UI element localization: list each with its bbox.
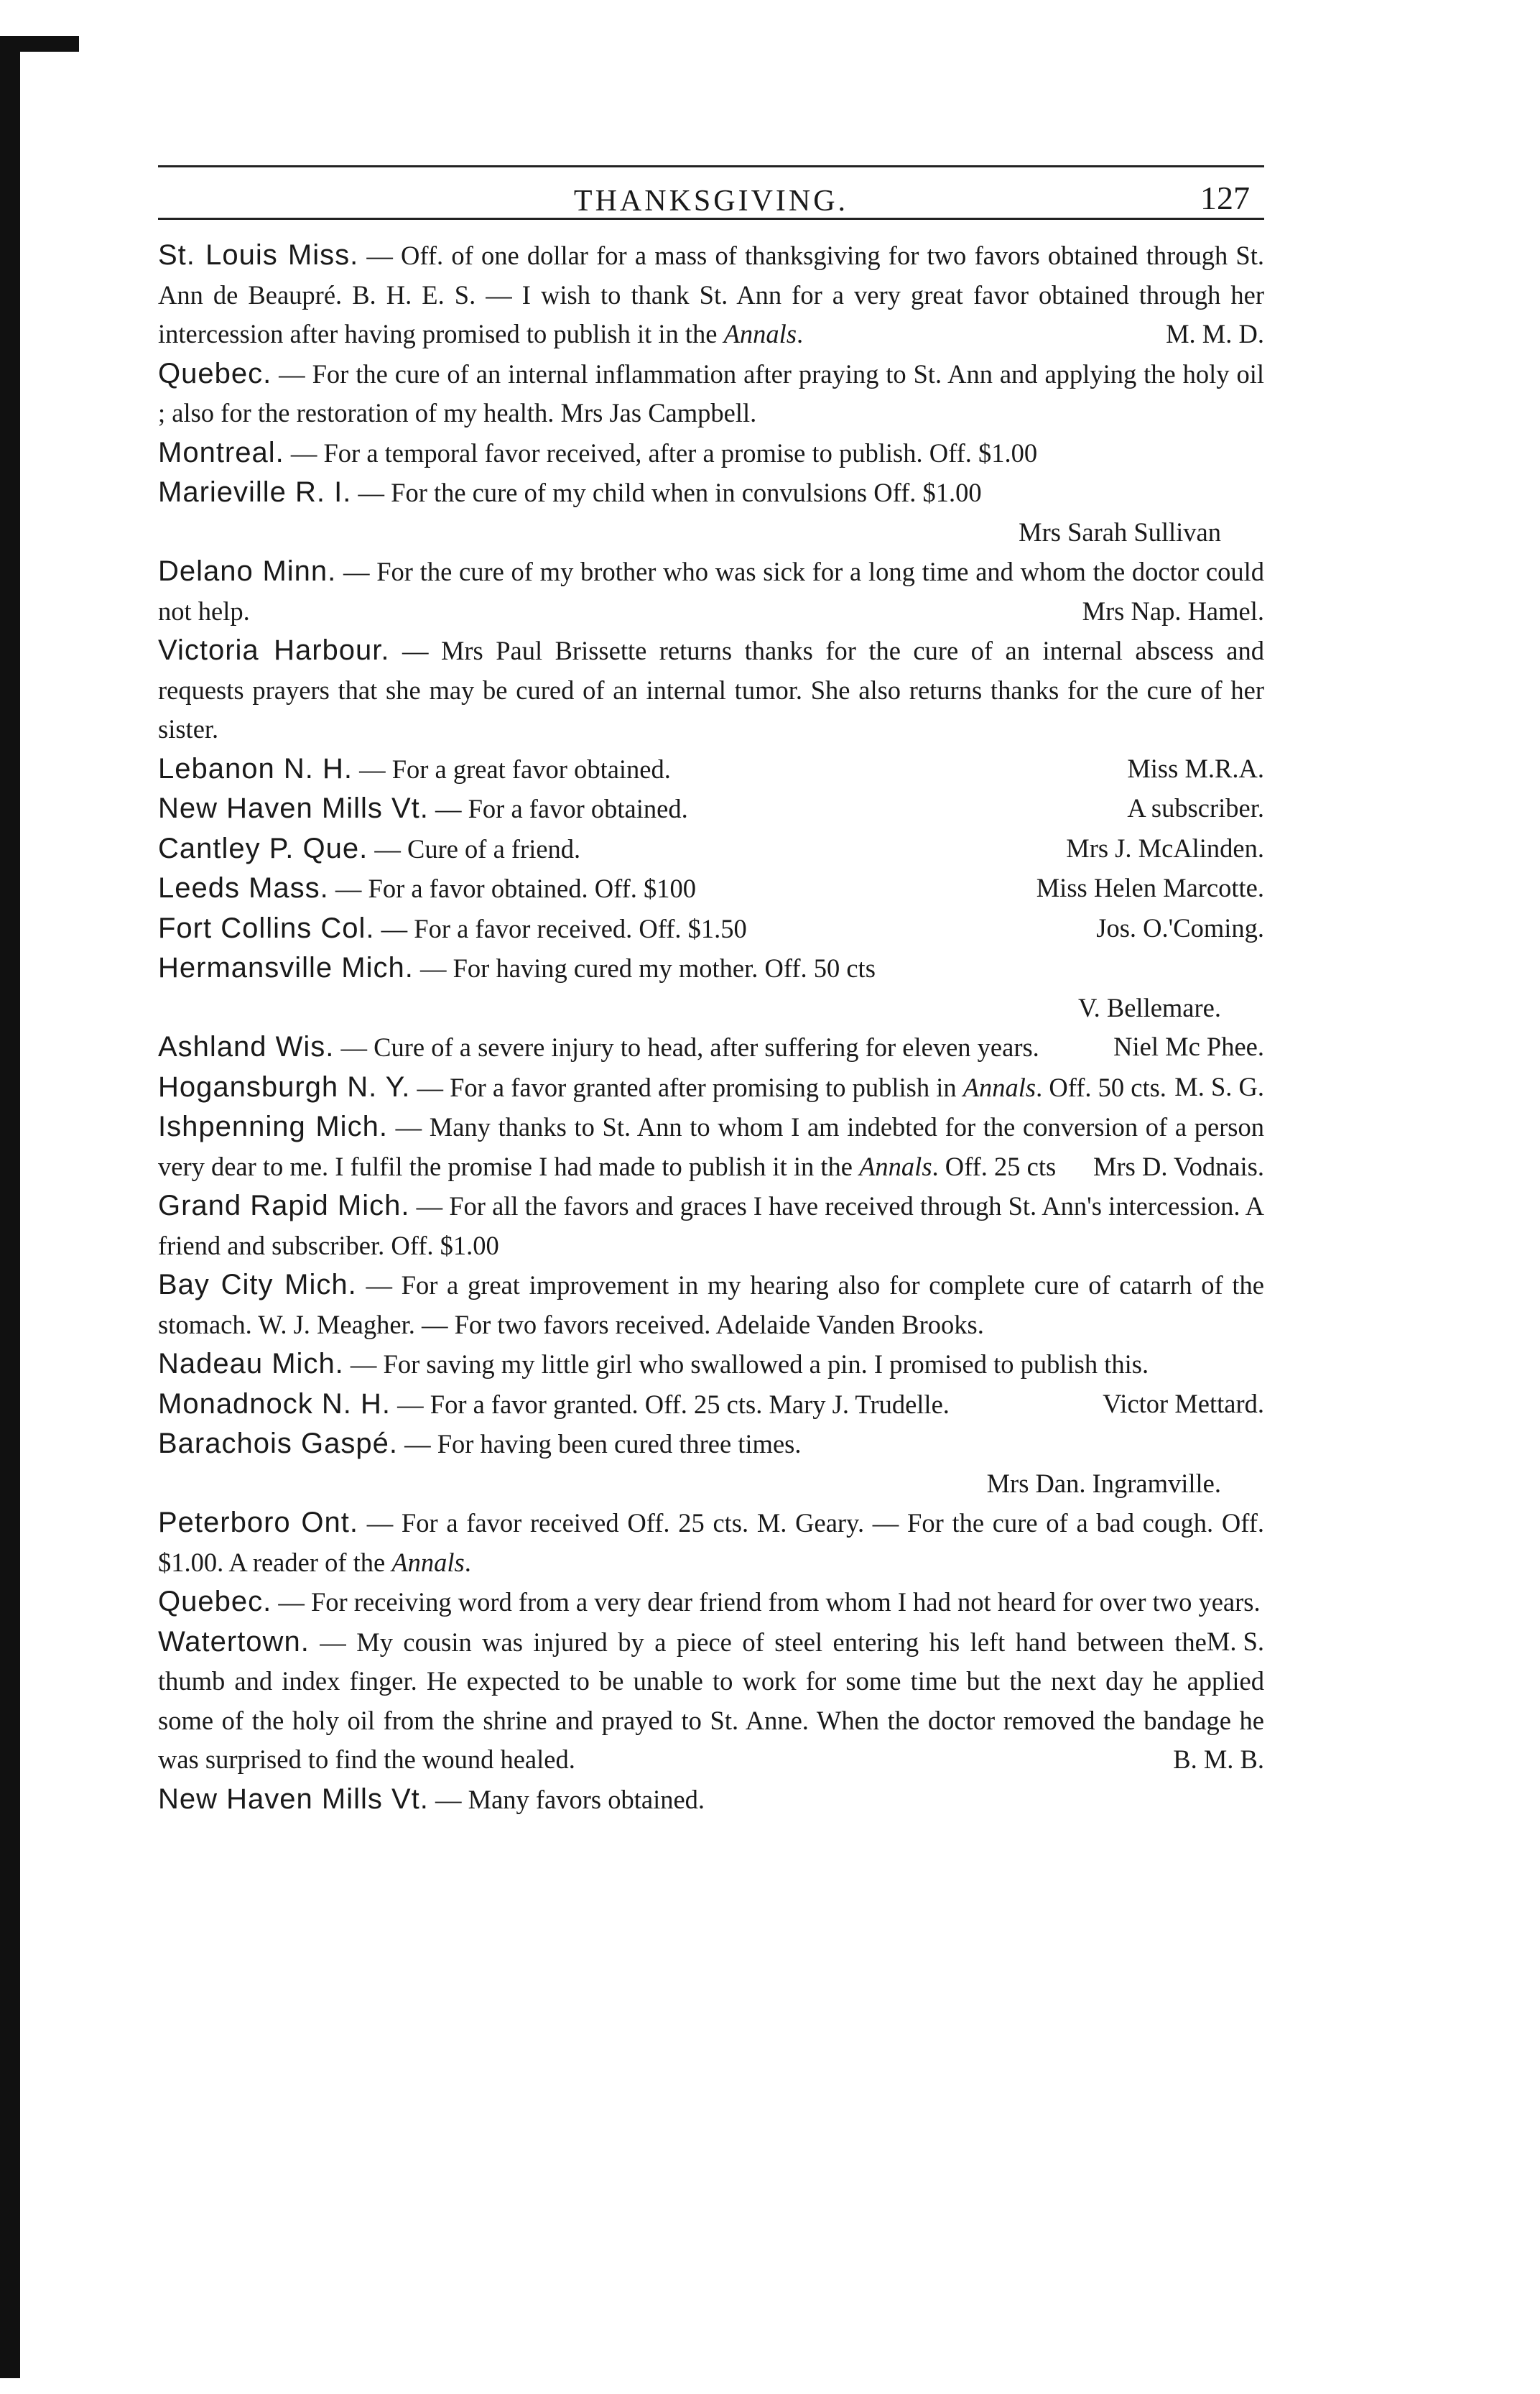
entry-text-end: . [464, 1547, 471, 1577]
entry [158, 552, 1264, 631]
entry-signature: Niel Mc Phee. [1113, 1032, 1264, 1061]
entry-text: — For a favor received. Off. $1.50 [374, 913, 747, 943]
entry-signature: A subscriber. [1127, 793, 1264, 823]
entry [158, 1107, 1264, 1186]
entry-location: Lebanon N. H. [158, 752, 353, 785]
page-title: THANKSGIVING. [573, 185, 849, 218]
entry [158, 1780, 1264, 1820]
entry-location: Hogansburgh N. Y. [158, 1071, 411, 1103]
entry-signature: Victor Mettard. [1103, 1388, 1264, 1418]
entries-list [158, 220, 1264, 1819]
entry-text: — My cousin was injured by a piece of steel entering his left hand between the thumb and index finger. He expected to be unable to work for some time but the next day he applied some of the holy oil from the shrine and prayed to St. Anne. When the doctor removed the bandage he was surprised to find the wound healed. [158, 1627, 1264, 1774]
entry-text: — For the cure of my child when in convulsions Off. $1.00 [351, 478, 982, 507]
entry-signature: Jos. O.'Coming. [1096, 912, 1264, 943]
entry-signature: M. S. G. [1174, 1071, 1264, 1101]
entry-location: Quebec. [158, 1586, 272, 1617]
entry-location: Montreal. [158, 436, 284, 468]
binding-strip [0, 36, 20, 2378]
entry-text: — For a favor granted. Off. 25 cts. Mary J. Trudelle. [391, 1389, 950, 1419]
entry-signature: Mrs J. McAlinden. [1066, 833, 1264, 863]
entry-location: Nadeau Mich. [158, 1348, 344, 1379]
entry-location: Monadnock N. H. [158, 1387, 391, 1420]
entry-text: — For a favor granted after promising to publish in [410, 1072, 963, 1102]
entry-location: Delano Minn. [158, 555, 337, 587]
entry-signature: M. S. [1206, 1626, 1264, 1656]
entry-text: — Many thanks to St. Ann to whom I am indebted for the conversion of a person very dear to me. I fulfil the promise I had made to publish it in the [158, 1112, 1264, 1181]
entry-signature: B. M. B. [1173, 1744, 1264, 1774]
entry-signature: Mrs D. Vodnais. [1093, 1151, 1264, 1181]
entry [158, 1265, 1264, 1344]
entry-text: — For a temporal favor received, after a promise to publish. Off. $1.00 [284, 438, 1038, 468]
entry-location: Quebec. [158, 357, 272, 389]
entry-location: New Haven Mills Vt. [158, 1783, 429, 1815]
entry [158, 869, 1264, 909]
entry [158, 433, 1264, 473]
entry-italic: Annals [859, 1151, 932, 1181]
entry [158, 354, 1264, 433]
entry-text: — Off. of one dollar for a mass of thanksgiving for two favors obtained through St. Ann de Beaupré. B. H. E. S. — I wish to thank St. Ann for a very great favor obtained through her intercession after having promised to publish it in the [158, 241, 1264, 348]
entry-location: Leeds Mass. [158, 872, 329, 904]
entry-text: — For a favor obtained. [428, 794, 688, 823]
entry [158, 1503, 1264, 1582]
entry-signature: Mrs Nap. Hamel. [1082, 596, 1264, 626]
entry-signature: Mrs Dan. Ingramville. [986, 1468, 1221, 1498]
entry [158, 1027, 1264, 1068]
entry [158, 1424, 1264, 1503]
entry-location: Marieville R. I. [158, 476, 352, 508]
entry-text: — For receiving word from a very dear friend from whom I had not heard for over two years. [272, 1587, 1261, 1617]
entry-signature: Miss Helen Marcotte. [1036, 873, 1264, 902]
entry-location: Fort Collins Col. [158, 912, 375, 944]
entry-text: — For a great improvement in my hearing also for complete cure of catarrh of the stomach. W. J. Meagher. — For two favors received. Adelaide Vanden Brooks. [158, 1270, 1264, 1339]
entry-location: Cantley P. Que. [158, 832, 368, 864]
running-header [158, 167, 1264, 218]
entry [158, 473, 1264, 552]
entry-location: Bay City Mich. [158, 1269, 357, 1300]
entry-location: Ishpenning Mich. [158, 1111, 388, 1142]
binding-edge [0, 0, 86, 2394]
entry-text: — For having cured my mother. Off. 50 cts [413, 953, 876, 983]
entry [158, 909, 1264, 949]
page [158, 165, 1264, 1819]
entry-text: — For having been cured three times. [397, 1429, 802, 1459]
entry-text: — For the cure of my brother who was sick for a long time and whom the doctor could not help. [158, 557, 1265, 626]
entry-italic: Annals [391, 1547, 465, 1577]
entry-text: — For saving my little girl who swallowed a pin. I promised to publish this. [343, 1349, 1149, 1379]
entry-text: — Cure of a friend. [368, 833, 581, 864]
entry-location: Ashland Wis. [158, 1031, 335, 1063]
entry [158, 749, 1264, 790]
entry-text-end: . Off. 25 cts [932, 1151, 1057, 1181]
entry-signature: V. Bellemare. [1077, 992, 1221, 1022]
entry-signature: M. M. D. [1166, 319, 1264, 348]
entry-italic: Annals [962, 1072, 1036, 1102]
entry-text: — For the cure of an internal inflammation after praying to St. Ann and applying the holy oil ; also for the restoration of my health. Mrs Jas Campbell. [158, 359, 1264, 428]
entry-text: — For a great favor obtained. [352, 754, 671, 784]
entry-location: Watertown. [158, 1625, 310, 1658]
binding-tick [0, 36, 79, 52]
entry [158, 1068, 1264, 1108]
entry [158, 1186, 1264, 1265]
entry-italic: Annals [723, 319, 797, 348]
entry-location: St. Louis Miss. [158, 239, 359, 271]
entry [158, 236, 1264, 354]
entry-text: — Cure of a severe injury to head, after suffering for eleven years. [334, 1032, 1039, 1062]
entry-location: Barachois Gaspé. [158, 1428, 398, 1459]
entry-text: — Many favors obtained. [428, 1784, 705, 1814]
entry-signature: Mrs Sarah Sullivan [1019, 517, 1221, 547]
entry-location: Victoria Harbour. [158, 634, 390, 666]
entry [158, 631, 1264, 749]
entry-location: New Haven Mills Vt. [158, 792, 429, 824]
entry-location: Hermansville Mich. [158, 952, 414, 984]
entry-signature: Miss M.R.A. [1127, 753, 1264, 783]
entry [158, 1385, 1264, 1425]
entry [158, 948, 1264, 1027]
entry [158, 1622, 1264, 1780]
page-number: 127 [1200, 180, 1250, 216]
entry-text-end: . Off. 50 cts. [1036, 1072, 1166, 1102]
entry [158, 789, 1264, 829]
entry-text: — Mrs Paul Brissette returns thanks for the cure of an internal abscess and requests prayers that she may be cured of an internal tumor. She also returns thanks for the cure of her sister. [158, 636, 1265, 744]
entry-location: Peterboro Ont. [158, 1507, 358, 1538]
entry-text-end: . [797, 319, 804, 348]
entry-text: — For all the favors and graces I have received through St. Ann's intercession. A friend and subscriber. Off. $1.00 [158, 1191, 1264, 1260]
entry [158, 829, 1264, 869]
entry-text: — For a favor obtained. Off. $100 [328, 874, 697, 903]
entry-location: Grand Rapid Mich. [158, 1190, 410, 1221]
entry-text: — For a favor received Off. 25 cts. M. Geary. — For the cure of a bad cough. Off. $1.00. A reader of the [158, 1508, 1264, 1577]
